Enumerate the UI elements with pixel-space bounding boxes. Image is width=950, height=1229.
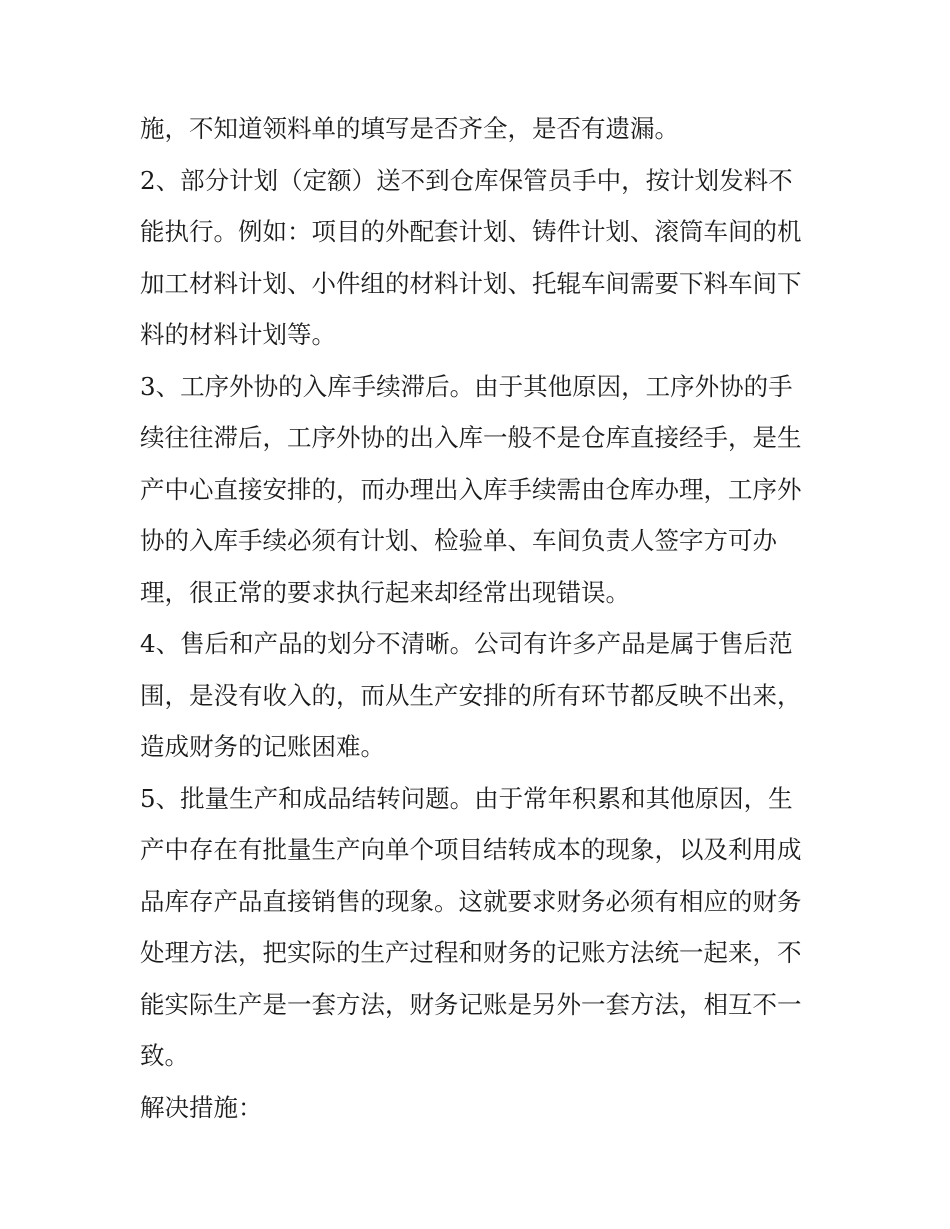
section-heading: 解决措施：	[140, 1092, 263, 1122]
text-line: 4、售后和产品的划分不清晰。公司有许多产品是属于售后范	[140, 629, 793, 658]
text-line: 围，是没有收入的，而从生产安排的所有环节都反映不出来，	[140, 680, 802, 710]
text-line: 造成财务的记账困难。	[140, 732, 385, 761]
document-body	[140, 103, 830, 1133]
text-line: 产中心直接安排的，而办理出入库手续需由仓库办理，工序外	[140, 474, 802, 504]
text-line: 协的入库手续必须有计划、检验单、车间负责人签字方可办	[140, 526, 777, 555]
text-line: 5、批量生产和成品结转问题。由于常年积累和其他原因，生	[140, 783, 793, 813]
text-line: 施，不知道领料单的填写是否齐全，是否有遗漏。	[140, 114, 679, 143]
text-line: 料的材料计划等。	[140, 320, 336, 349]
text-line: 3、工序外协的入库手续滞后。由于其他原因，工序外协的手	[140, 371, 793, 401]
text-line: 能实际生产是一套方法，财务记账是另外一套方法，相互不一	[140, 989, 802, 1019]
text-line: 续往往滞后，工序外协的出入库一般不是仓库直接经手，是生	[140, 423, 802, 452]
text-line: 处理方法，把实际的生产过程和财务的记账方法统一起来，不	[140, 938, 802, 967]
text-line: 加工材料计划、小件组的材料计划、托辊车间需要下料车间下	[140, 268, 802, 298]
text-line: 产中存在有批量生产向单个项目结转成本的现象，以及利用成	[140, 835, 802, 864]
text-line: 致。	[140, 1041, 189, 1070]
text-line: 品库存产品直接销售的现象。这就要求财务必须有相应的财务	[140, 886, 802, 916]
text-line: 2、部分计划（定额）送不到仓库保管员手中，按计划发料不	[140, 165, 793, 195]
text-line: 理，很正常的要求执行起来却经常出现错误。	[140, 577, 630, 607]
text-line: 能执行。例如：项目的外配套计划、铸件计划、滚筒车间的机	[140, 217, 802, 246]
